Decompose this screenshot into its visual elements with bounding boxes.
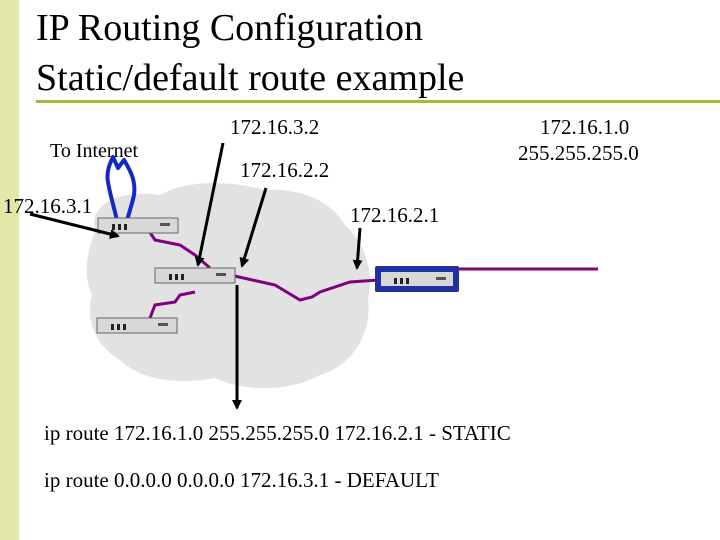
command-static-route: ip route 172.16.1.0 255.255.255.0 172.16.2.1 - STATIC — [44, 421, 511, 445]
label-dest-mask: 255.255.255.0 — [518, 141, 639, 165]
label-router-b-ip-lan: 172.16.2.2 — [240, 158, 330, 182]
label-dest-network: 172.16.1.0 — [540, 115, 630, 139]
router-b — [155, 268, 235, 283]
slide-title-line2: Static/default route example — [36, 57, 465, 99]
router-d — [97, 318, 177, 333]
command-default-route: ip route 0.0.0.0 0.0.0.0 172.16.3.1 - DEFAULT — [44, 468, 439, 492]
router-a — [98, 218, 178, 233]
label-router-b-ip-top: 172.16.3.2 — [230, 115, 320, 139]
slide-title-line1: IP Routing Configuration — [36, 7, 424, 49]
label-router-a-ip: 172.16.3.1 — [3, 194, 93, 218]
label-router-c-ip: 172.16.2.1 — [350, 203, 440, 227]
label-to-internet: To Internet — [50, 140, 139, 162]
router-c — [375, 266, 459, 292]
